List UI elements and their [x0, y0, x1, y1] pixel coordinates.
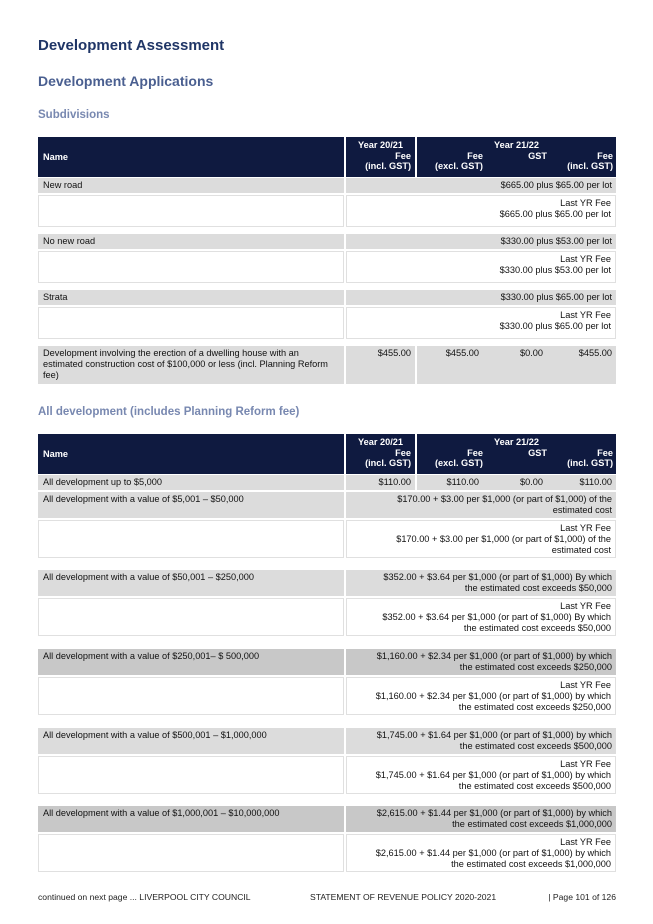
header-fee-2021-l1: Fee — [395, 151, 411, 161]
all-development-table — [38, 434, 616, 869]
last-year-cell — [346, 756, 616, 794]
last-year-label: Last YR Fee — [560, 523, 611, 533]
row-gst: $0.00 — [483, 346, 547, 384]
footer-left: continued on next page ... LIVERPOOL CITY COUNCIL — [38, 892, 251, 902]
last-year-cell — [346, 677, 616, 715]
footer-page-number: | Page 101 of 126 — [548, 892, 616, 902]
header-fee-incl-l2: (incl. GST) — [567, 458, 613, 468]
row-fee-line-1: $1,745.00 + $1.64 per $1,000 (or part of $1,000) by which — [376, 730, 612, 740]
row-name: All development up to $5,000 — [38, 475, 344, 490]
header-fee-incl-l1: Fee — [597, 151, 613, 161]
last-year-line-1: $2,615.00 + $1.44 per $1,000 (or part of $1,000) by which — [375, 848, 611, 858]
row-fee-incl: $455.00 — [547, 346, 616, 384]
last-year-label: Last YR Fee — [560, 759, 611, 769]
row-fee-excl: $455.00 — [417, 346, 483, 384]
row-fee: $330.00 plus $53.00 per lot — [346, 234, 616, 249]
last-year-cell — [346, 307, 616, 339]
header-fee-excl-l1: Fee — [467, 151, 483, 161]
last-year-label: Last YR Fee — [560, 601, 611, 611]
header-year-2021-label: Year 20/21 — [358, 140, 403, 150]
row-fee-line-1: $2,615.00 + $1.44 per $1,000 (or part of $1,000) by which — [376, 808, 612, 818]
table-header — [38, 434, 616, 474]
header-year-2122 — [417, 137, 616, 177]
row-fee — [346, 728, 616, 754]
row-gst: $0.00 — [483, 475, 547, 490]
last-year-fee: $330.00 plus $65.00 per lot — [499, 321, 611, 331]
section-title: Development Applications — [38, 73, 214, 89]
blank-cell — [38, 677, 344, 715]
blank-cell — [38, 520, 344, 558]
row-name: New road — [38, 178, 344, 193]
footer-title: STATEMENT OF REVENUE POLICY 2020-2021 — [310, 892, 497, 902]
header-year-2122-label: Year 21/22 — [494, 437, 539, 447]
row-fee-line-2: the estimated cost exceeds $250,000 — [459, 662, 612, 672]
header-name: Name — [38, 137, 344, 177]
header-fee-excl-l2: (excl. GST) — [435, 458, 483, 468]
last-year-fee: $665.00 plus $65.00 per lot — [499, 209, 611, 219]
last-year-line-1: $1,160.00 + $2.34 per $1,000 (or part of $1,000) by which — [375, 691, 611, 701]
last-year-line-2: the estimated cost exceeds $250,000 — [458, 702, 611, 712]
header-year-2021-label: Year 20/21 — [358, 437, 403, 447]
last-year-label: Last YR Fee — [560, 310, 611, 320]
row-name: Strata — [38, 290, 344, 305]
row-name: Development involving the erection of a dwelling house with an estimated construction cost of $100,000 or less (incl. Planning Reform fee) — [38, 346, 344, 384]
last-year-label: Last YR Fee — [560, 198, 611, 208]
last-year-cell — [346, 251, 616, 283]
row-fee-line-1: $1,160.00 + $2.34 per $1,000 (or part of $1,000) by which — [376, 651, 612, 661]
last-year-line-2: estimated cost — [551, 545, 611, 555]
last-year-line-1: $352.00 + $3.64 per $1,000 (or part of $1,000) By which — [382, 612, 611, 622]
blank-cell — [38, 834, 344, 872]
row-name: All development with a value of $5,001 – $50,000 — [38, 492, 344, 518]
last-year-cell — [346, 598, 616, 636]
row-fee — [346, 570, 616, 596]
subsection-title-all-development: All development (includes Planning Reform fee) — [38, 406, 300, 418]
subdivisions-table — [38, 137, 616, 380]
row-fee — [346, 492, 616, 518]
header-year-2122-label: Year 21/22 — [494, 140, 539, 150]
header-name: Name — [38, 434, 344, 474]
blank-cell — [38, 307, 344, 339]
header-year-2122 — [417, 434, 616, 474]
row-fee-excl: $110.00 — [417, 475, 483, 490]
row-fee-line-2: the estimated cost exceeds $50,000 — [464, 583, 612, 593]
last-year-label: Last YR Fee — [560, 837, 611, 847]
row-fee-2021: $455.00 — [346, 346, 415, 384]
row-fee-line-2: the estimated cost exceeds $1,000,000 — [452, 819, 612, 829]
row-fee-line-2: estimated cost — [552, 505, 612, 515]
header-year-2021 — [346, 137, 415, 177]
header-fee-excl-l2: (excl. GST) — [435, 161, 483, 171]
row-name: All development with a value of $1,000,001 – $10,000,000 — [38, 806, 344, 832]
row-fee-2021: $110.00 — [346, 475, 415, 490]
row-fee: $665.00 plus $65.00 per lot — [346, 178, 616, 193]
row-name: No new road — [38, 234, 344, 249]
table-header — [38, 137, 616, 177]
last-year-cell — [346, 520, 616, 558]
last-year-label: Last YR Fee — [560, 680, 611, 690]
header-fee-incl-l1: Fee — [597, 448, 613, 458]
header-fee-2021-l2: (incl. GST) — [365, 161, 411, 171]
header-fee-2021-l1: Fee — [395, 448, 411, 458]
row-fee-line-2: the estimated cost exceeds $500,000 — [459, 741, 612, 751]
header-fee-2021-l2: (incl. GST) — [365, 458, 411, 468]
last-year-line-2: the estimated cost exceeds $50,000 — [463, 623, 611, 633]
last-year-cell — [346, 834, 616, 872]
header-fee-incl-l2: (incl. GST) — [567, 161, 613, 171]
blank-cell — [38, 598, 344, 636]
blank-cell — [38, 195, 344, 227]
row-fee-incl: $110.00 — [547, 475, 616, 490]
row-fee — [346, 649, 616, 675]
last-year-label: Last YR Fee — [560, 254, 611, 264]
row-name: All development with a value of $500,001 – $1,000,000 — [38, 728, 344, 754]
header-gst: GST — [528, 448, 547, 458]
last-year-line-2: the estimated cost exceeds $500,000 — [458, 781, 611, 791]
header-fee-excl-l1: Fee — [467, 448, 483, 458]
page-title: Development Assessment — [38, 37, 225, 54]
header-year-2021 — [346, 434, 415, 474]
row-name: All development with a value of $250,001– $ 500,000 — [38, 649, 344, 675]
row-name: All development with a value of $50,001 – $250,000 — [38, 570, 344, 596]
row-fee-line-1: $170.00 + $3.00 per $1,000 (or part of $1,000) of the — [397, 494, 612, 504]
subsection-title-subdivisions: Subdivisions — [38, 109, 110, 121]
last-year-line-2: the estimated cost exceeds $1,000,000 — [451, 859, 611, 869]
row-fee-line-1: $352.00 + $3.64 per $1,000 (or part of $1,000) By which — [383, 572, 612, 582]
header-gst: GST — [528, 151, 547, 161]
row-fee — [346, 806, 616, 832]
blank-cell — [38, 756, 344, 794]
blank-cell — [38, 251, 344, 283]
last-year-fee: $330.00 plus $53.00 per lot — [499, 265, 611, 275]
row-fee: $330.00 plus $65.00 per lot — [346, 290, 616, 305]
last-year-line-1: $1,745.00 + $1.64 per $1,000 (or part of $1,000) by which — [375, 770, 611, 780]
last-year-line-1: $170.00 + $3.00 per $1,000 (or part of $1,000) of the — [396, 534, 611, 544]
last-year-cell — [346, 195, 616, 227]
